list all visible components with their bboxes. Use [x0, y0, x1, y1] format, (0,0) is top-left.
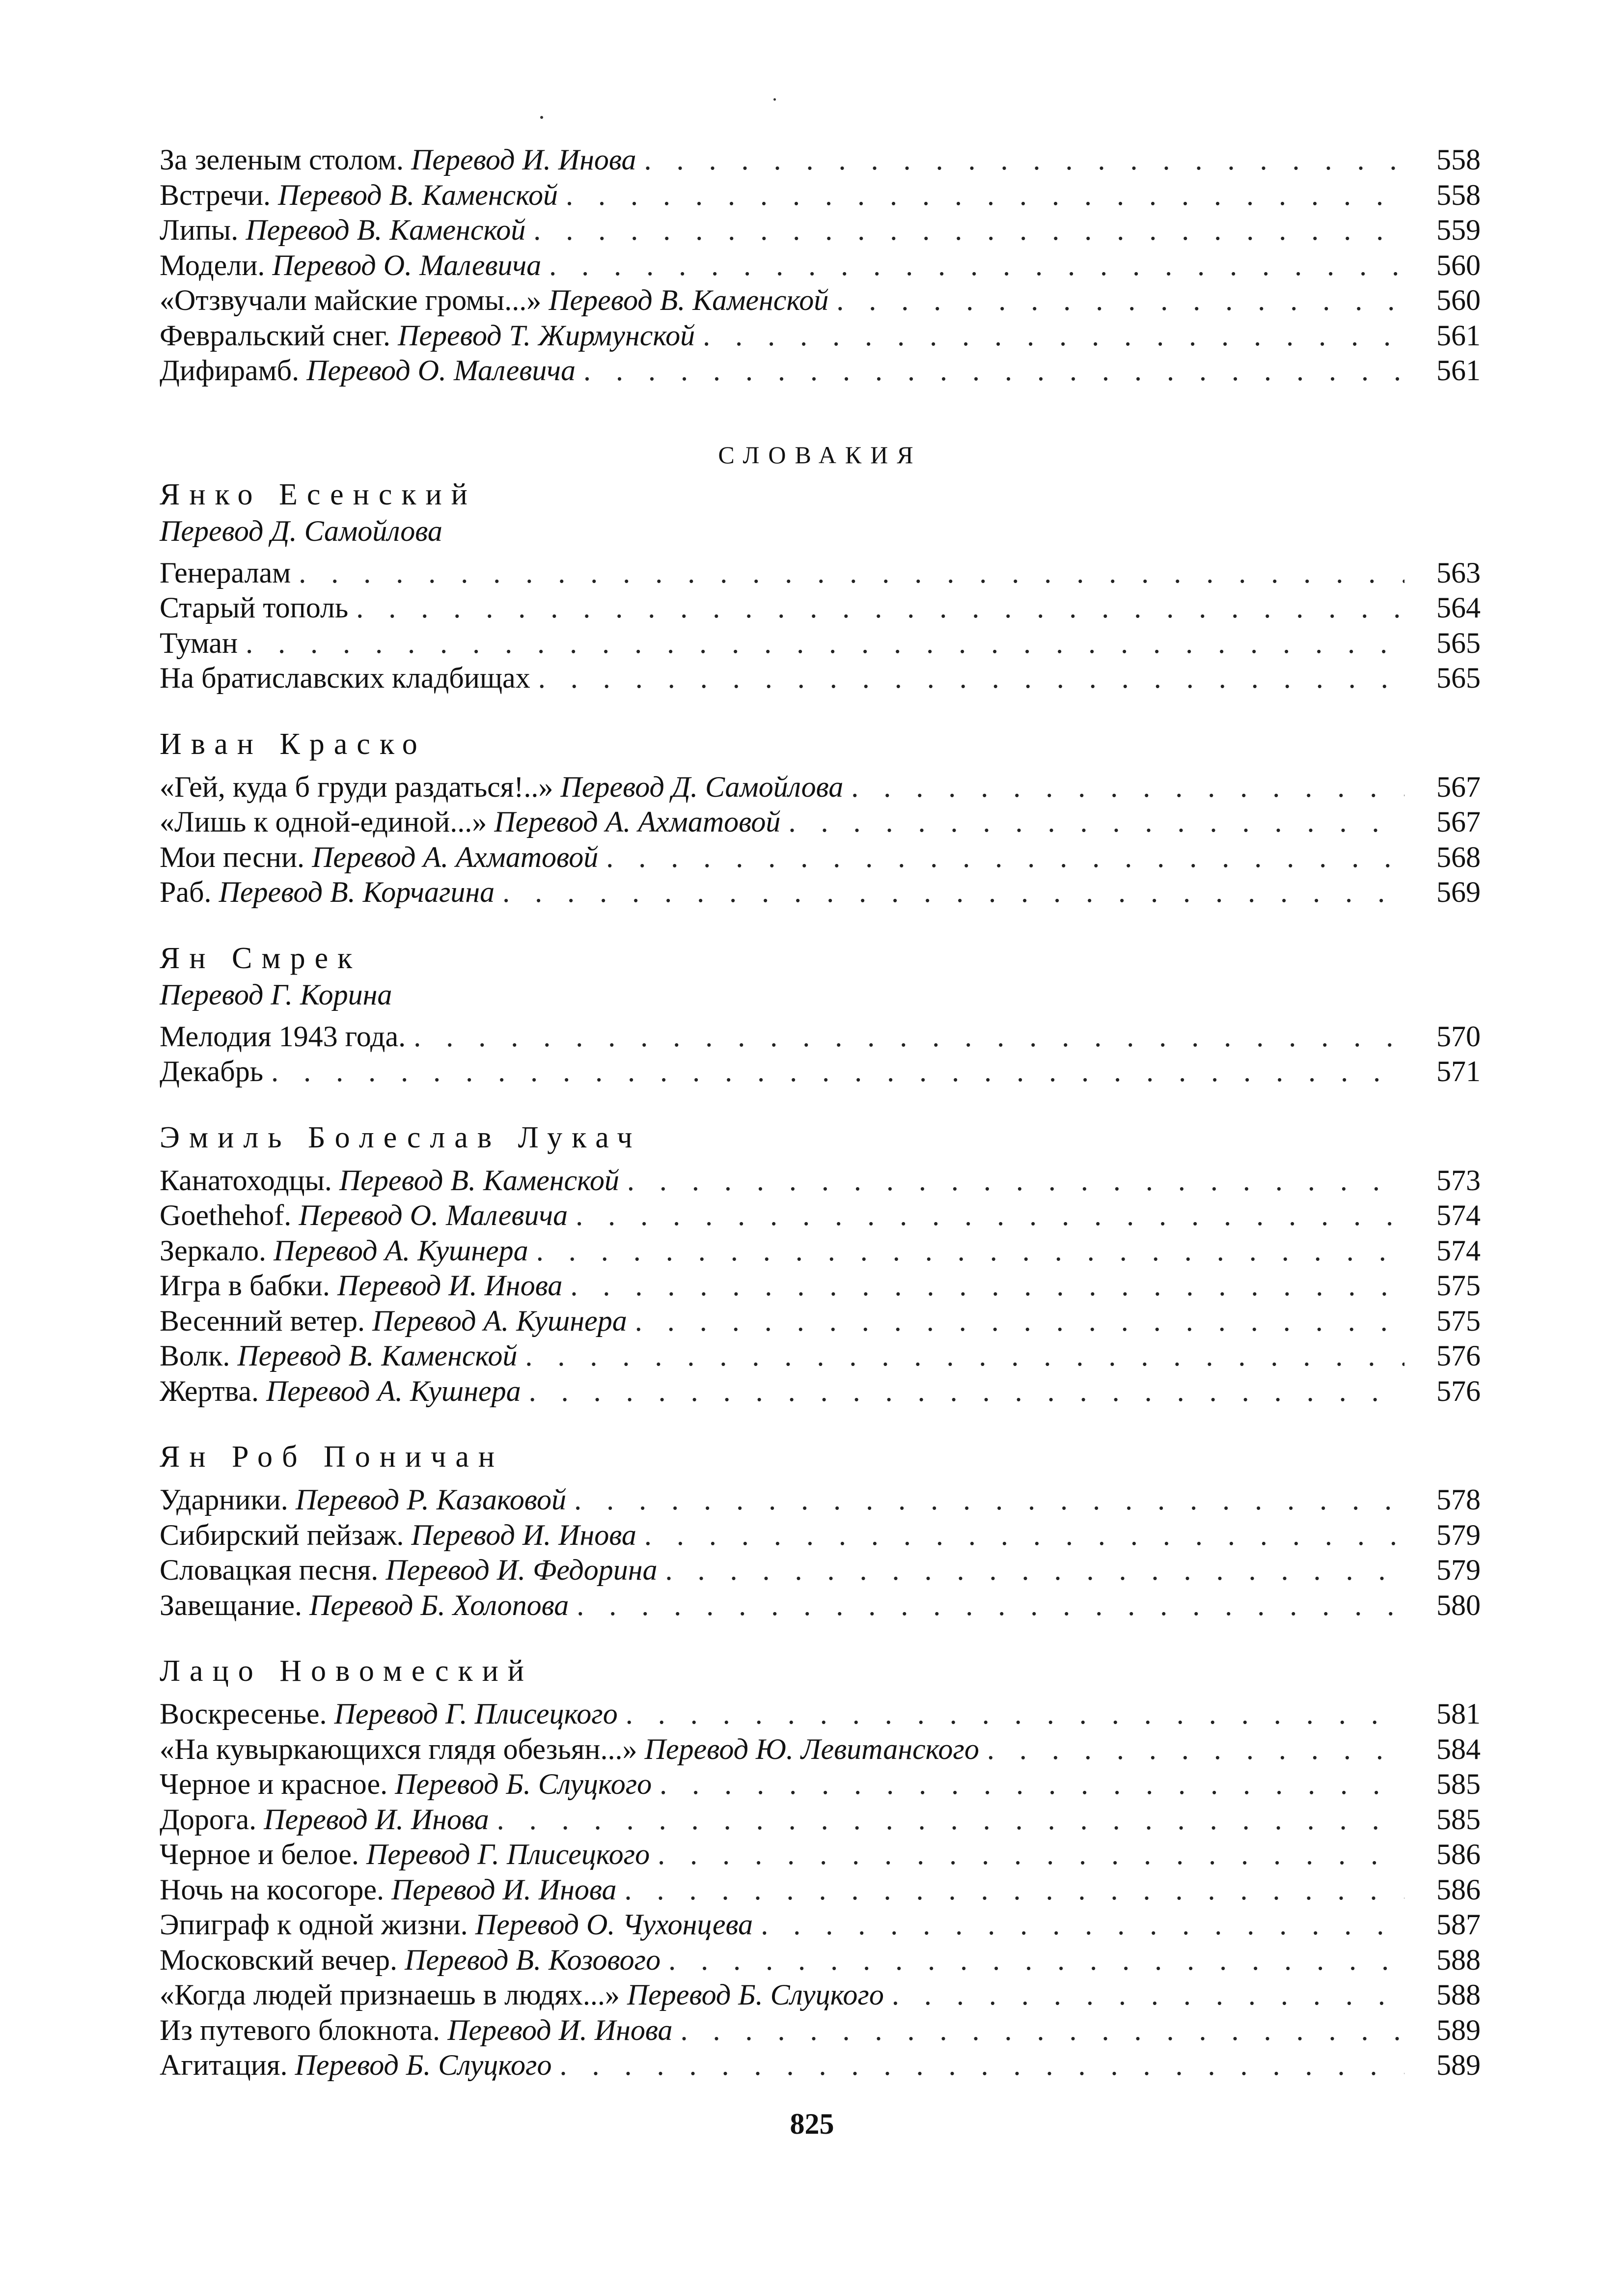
toc-entry — [160, 1907, 1481, 1943]
dot-leader — [979, 1732, 1404, 1767]
dot-leader — [238, 626, 1404, 661]
entry-translator: Перевод Ю. Левитанского — [644, 1732, 979, 1765]
author-name: Янко Есенский — [160, 477, 477, 511]
entry-page-number: 567 — [1436, 806, 1481, 838]
dot-leader — [617, 1872, 1405, 1908]
entry-title-line — [160, 1907, 753, 1943]
author-block — [160, 1438, 1481, 1623]
entry-title-line — [160, 1338, 517, 1374]
toc-intro-list — [160, 142, 1481, 389]
entry-translator: Перевод Т. Жирмунской — [398, 319, 695, 352]
entry-title-line — [160, 661, 530, 696]
entry-translator: Перевод А. Ахматовой — [312, 840, 599, 873]
author-block — [160, 940, 1481, 1089]
author-translator: Перевод Д. Самойлова — [160, 514, 442, 547]
dot-leader — [406, 1019, 1404, 1055]
toc-entry — [160, 1553, 1481, 1588]
dot-leader — [753, 1907, 1404, 1943]
entry-translator: Перевод О. Малевича — [272, 249, 542, 281]
dot-leader — [650, 1837, 1404, 1872]
dot-leader — [569, 1588, 1404, 1623]
dot-leader — [528, 1233, 1404, 1269]
entry-title: Goethehof. — [160, 1199, 292, 1231]
dot-leader — [562, 1268, 1404, 1304]
toc-entry — [160, 590, 1481, 626]
dot-leader — [619, 1163, 1404, 1199]
entry-title-line — [160, 590, 348, 626]
entry-title-line — [160, 805, 780, 840]
toc-page — [160, 142, 1481, 2083]
entry-translator: Перевод А. Ахматовой — [494, 806, 781, 838]
entry-page-number: 568 — [1436, 840, 1481, 873]
entry-title: Мелодия 1943 года. — [160, 1020, 406, 1053]
toc-entry — [160, 142, 1481, 178]
entry-page-number: 558 — [1436, 178, 1481, 211]
entry-title: Агитация. — [160, 2049, 288, 2081]
entry-page-number: 564 — [1436, 591, 1481, 624]
dot-leader — [661, 1943, 1404, 1978]
toc-entry — [160, 1482, 1481, 1518]
entry-page-number: 567 — [1436, 770, 1481, 803]
entry-title-line — [160, 556, 291, 591]
entry-page-number: 570 — [1436, 1020, 1481, 1053]
entry-title-line — [160, 353, 576, 389]
entry-page-number: 560 — [1436, 249, 1481, 281]
entry-title: «На кувыркающихся глядя обезьян...» — [160, 1732, 637, 1765]
author-block — [160, 476, 1481, 696]
entry-title: Из путевого блокнота. — [160, 2013, 440, 2046]
entry-page-number: 580 — [1436, 1589, 1481, 1621]
entry-translator: Перевод Г. Плисецкого — [334, 1698, 618, 1730]
entry-title-line — [160, 1837, 650, 1872]
entry-title: Встречи. — [160, 178, 271, 211]
toc-entry — [160, 626, 1481, 661]
toc-entry — [160, 1163, 1481, 1199]
dot-leader — [598, 840, 1404, 875]
dot-leader — [291, 556, 1404, 591]
dot-leader — [558, 178, 1404, 213]
entry-translator: Перевод В. Козового — [404, 1943, 661, 1976]
entry-title: Канатоходцы. — [160, 1164, 332, 1197]
entry-title-line — [160, 283, 828, 318]
author-name: Иван Краско — [160, 727, 427, 761]
entry-title-line — [160, 1767, 652, 1802]
entry-title-line — [160, 213, 525, 248]
entry-title: Дифирамб. — [160, 354, 300, 387]
entry-title: Эпиграф к одной жизни. — [160, 1908, 468, 1941]
entry-title-line — [160, 178, 558, 213]
entry-title-line — [160, 1732, 979, 1767]
entry-translator: Перевод О. Малевича — [306, 354, 576, 387]
entry-title: Весенний ветер. — [160, 1304, 365, 1337]
section-title: СЛОВАКИЯ — [718, 441, 922, 469]
entry-title-line — [160, 1978, 884, 2013]
entry-page-number: 581 — [1436, 1698, 1481, 1730]
entry-title-line — [160, 770, 843, 805]
entry-page-number: 569 — [1436, 876, 1481, 908]
entry-page-number: 576 — [1436, 1339, 1481, 1372]
entry-title: Мои песни. — [160, 840, 305, 873]
toc-entry — [160, 1943, 1481, 1978]
dot-leader — [636, 1518, 1404, 1553]
entry-title: За зеленым столом. — [160, 143, 404, 176]
entry-translator: Перевод Р. Казаковой — [295, 1483, 567, 1516]
entry-title-line — [160, 1872, 617, 1908]
entry-title-line — [160, 1374, 521, 1409]
dot-leader — [884, 1978, 1404, 2013]
entry-translator: Перевод Б. Холопова — [309, 1589, 569, 1621]
dot-leader — [673, 2013, 1404, 2048]
toc-entry — [160, 840, 1481, 875]
toc-entry — [160, 1872, 1481, 1908]
toc-entry — [160, 1374, 1481, 1409]
entry-title-line — [160, 248, 541, 283]
entry-title-line — [160, 626, 238, 661]
entry-title-line — [160, 142, 636, 178]
entry-title: «Гей, куда б груди раздаться!..» — [160, 770, 553, 803]
entry-title: Московский вечер. — [160, 1943, 397, 1976]
toc-entry — [160, 770, 1481, 805]
entry-title-line — [160, 1518, 636, 1553]
toc-entry — [160, 1198, 1481, 1233]
dot-leader — [618, 1697, 1404, 1732]
entry-page-number: 559 — [1436, 214, 1481, 246]
dot-leader — [551, 2048, 1404, 2083]
toc-entry — [160, 875, 1481, 910]
dot-leader — [489, 1802, 1404, 1838]
author-name: Эмиль Болеслав Лукач — [160, 1120, 642, 1154]
entry-title-line — [160, 1198, 568, 1233]
entry-title: Зеркало. — [160, 1234, 267, 1267]
author-block — [160, 725, 1481, 910]
entry-translator: Перевод В. Каменской — [237, 1339, 518, 1372]
entry-page-number: 558 — [1436, 143, 1481, 176]
entry-title-line — [160, 1019, 406, 1055]
entry-page-number: 585 — [1436, 1803, 1481, 1836]
entry-title-line — [160, 1233, 528, 1269]
toc-entry — [160, 213, 1481, 248]
entry-title: Словацкая песня. — [160, 1554, 379, 1586]
toc-entry — [160, 1304, 1481, 1339]
entry-title-line — [160, 1054, 263, 1089]
toc-entry — [160, 1588, 1481, 1623]
entry-title-line — [160, 1802, 489, 1838]
entry-title: Воскресенье. — [160, 1698, 327, 1730]
dot-leader — [627, 1304, 1404, 1339]
entry-page-number: 565 — [1436, 662, 1481, 694]
entry-translator: Перевод В. Корчагина — [219, 876, 495, 908]
dot-leader — [541, 248, 1404, 283]
dot-leader — [530, 661, 1404, 696]
entry-page-number: 579 — [1436, 1518, 1481, 1551]
entry-translator: Перевод И. Федорина — [385, 1554, 658, 1586]
entry-title: Туман — [160, 626, 238, 659]
dot-leader — [263, 1054, 1404, 1089]
toc-authors-list — [160, 476, 1481, 2083]
toc-entry — [160, 1802, 1481, 1838]
toc-entry — [160, 178, 1481, 213]
entry-translator: Перевод И. Инова — [337, 1269, 563, 1302]
entry-translator: Перевод И. Инова — [411, 143, 636, 176]
entry-page-number: 575 — [1436, 1304, 1481, 1337]
dot-leader — [517, 1338, 1404, 1374]
entry-translator: Перевод В. Каменской — [339, 1164, 619, 1197]
entry-page-number: 584 — [1436, 1732, 1481, 1765]
entry-page-number: 563 — [1436, 556, 1481, 589]
entry-title: Сибирский пейзаж. — [160, 1518, 404, 1551]
entry-page-number: 561 — [1436, 354, 1481, 387]
entry-translator: Перевод И. Инова — [264, 1803, 489, 1836]
dot-leader — [348, 590, 1404, 626]
entry-translator: Перевод В. Каменской — [549, 284, 829, 316]
entry-title: Раб. — [160, 876, 212, 908]
entry-page-number: 588 — [1436, 1979, 1481, 2011]
entry-page-number: 576 — [1436, 1374, 1481, 1407]
scan-speck — [773, 98, 776, 101]
toc-entry — [160, 1732, 1481, 1767]
entry-page-number: 587 — [1436, 1908, 1481, 1941]
entry-translator: Перевод Б. Слуцкого — [295, 2049, 552, 2081]
entry-page-number: 586 — [1436, 1873, 1481, 1906]
entry-translator: Перевод А. Кушнера — [266, 1374, 521, 1407]
entry-page-number: 571 — [1436, 1055, 1481, 1087]
entry-page-number: 574 — [1436, 1199, 1481, 1231]
toc-entry — [160, 2013, 1481, 2048]
entry-title-line — [160, 1588, 569, 1623]
toc-entry — [160, 1518, 1481, 1553]
entry-title-line — [160, 318, 695, 354]
entry-title: Модели. — [160, 249, 265, 281]
entry-title-line — [160, 1553, 658, 1588]
toc-entry — [160, 1338, 1481, 1374]
dot-leader — [525, 213, 1404, 248]
entry-translator: Перевод В. Каменской — [246, 214, 526, 246]
entry-title: Ударники. — [160, 1483, 288, 1516]
entry-page-number: 573 — [1436, 1164, 1481, 1197]
entry-title: Липы. — [160, 214, 239, 246]
page-number: 825 — [790, 2108, 834, 2140]
entry-title: Генералам — [160, 556, 291, 589]
entry-title-line — [160, 2048, 551, 2083]
entry-page-number: 585 — [1436, 1768, 1481, 1800]
entry-title-line — [160, 875, 495, 910]
entry-title: Волк. — [160, 1339, 230, 1372]
entry-translator: Перевод Г. Плисецкого — [366, 1838, 650, 1870]
entry-title-line — [160, 1697, 618, 1732]
entry-title: Дорога. — [160, 1803, 257, 1836]
author-name: Ян Смрек — [160, 941, 362, 975]
entry-page-number: 560 — [1436, 284, 1481, 316]
entry-page-number: 588 — [1436, 1943, 1481, 1976]
dot-leader — [636, 142, 1405, 178]
toc-entry — [160, 1697, 1481, 1732]
toc-entry — [160, 1054, 1481, 1089]
toc-entry — [160, 1019, 1481, 1055]
author-translator: Перевод Г. Корина — [160, 978, 392, 1011]
entry-title-line — [160, 1943, 661, 1978]
scan-speck — [540, 116, 543, 119]
dot-leader — [568, 1198, 1404, 1233]
entry-page-number: 578 — [1436, 1483, 1481, 1516]
entry-page-number: 565 — [1436, 626, 1481, 659]
entry-title: «Лишь к одной-единой...» — [160, 806, 487, 838]
entry-translator: Перевод В. Каменской — [278, 178, 558, 211]
entry-title: «Отзвучали майские громы...» — [160, 284, 542, 316]
entry-translator: Перевод А. Кушнера — [274, 1234, 528, 1267]
entry-page-number: 561 — [1436, 319, 1481, 352]
dot-leader — [566, 1482, 1404, 1518]
toc-entry — [160, 318, 1481, 354]
toc-entry — [160, 1978, 1481, 2013]
toc-entry — [160, 1268, 1481, 1304]
entry-page-number: 579 — [1436, 1554, 1481, 1586]
toc-entry — [160, 353, 1481, 389]
entry-translator: Перевод Д. Самойлова — [560, 770, 844, 803]
author-name: Лацо Новомеский — [160, 1654, 533, 1688]
entry-translator: Перевод О. Чухонцева — [475, 1908, 753, 1941]
toc-entry — [160, 661, 1481, 696]
entry-title-line — [160, 1163, 619, 1199]
entry-title: Ночь на косогоре. — [160, 1873, 385, 1906]
entry-title: Черное и красное. — [160, 1768, 388, 1800]
entry-title: Декабрь — [160, 1055, 264, 1087]
dot-leader — [843, 770, 1404, 805]
entry-title-line — [160, 840, 598, 875]
entry-title: «Когда людей признаешь в людях...» — [160, 1979, 620, 2011]
toc-entry — [160, 2048, 1481, 2083]
entry-page-number: 586 — [1436, 1838, 1481, 1870]
entry-translator: Перевод А. Кушнера — [372, 1304, 627, 1337]
entry-page-number: 589 — [1436, 2013, 1481, 2046]
entry-title-line — [160, 2013, 673, 2048]
entry-title: Завещание. — [160, 1589, 302, 1621]
entry-title: Черное и белое. — [160, 1838, 359, 1870]
entry-title: На братиславских кладбищах — [160, 662, 530, 694]
toc-entry — [160, 248, 1481, 283]
entry-page-number: 574 — [1436, 1234, 1481, 1267]
entry-title: Старый тополь — [160, 591, 349, 624]
dot-leader — [495, 875, 1404, 910]
author-block — [160, 1652, 1481, 2083]
entry-title: Февральский снег. — [160, 319, 391, 352]
toc-entry — [160, 1837, 1481, 1872]
entry-translator: Перевод И. Инова — [411, 1518, 636, 1551]
entry-title: Жертва. — [160, 1374, 259, 1407]
entry-title: Игра в бабки. — [160, 1269, 330, 1302]
entry-translator: Перевод Б. Слуцкого — [627, 1979, 884, 2011]
entry-translator: Перевод Б. Слуцкого — [395, 1768, 652, 1800]
toc-entry — [160, 805, 1481, 840]
dot-leader — [521, 1374, 1404, 1409]
entry-page-number: 589 — [1436, 2049, 1481, 2081]
entry-translator: Перевод И. Инова — [391, 1873, 617, 1906]
dot-leader — [828, 283, 1404, 318]
entry-translator: Перевод И. Инова — [447, 2013, 673, 2046]
toc-entry — [160, 283, 1481, 318]
dot-leader — [652, 1767, 1404, 1802]
entry-title-line — [160, 1482, 566, 1518]
author-block — [160, 1119, 1481, 1409]
dot-leader — [576, 353, 1404, 389]
toc-entry — [160, 1767, 1481, 1802]
author-name: Ян Роб Поничан — [160, 1440, 504, 1474]
toc-entry — [160, 1233, 1481, 1269]
dot-leader — [695, 318, 1404, 354]
toc-entry — [160, 556, 1481, 591]
dot-leader — [658, 1553, 1404, 1588]
entry-page-number: 575 — [1436, 1269, 1481, 1302]
entry-title-line — [160, 1304, 627, 1339]
dot-leader — [780, 805, 1404, 840]
entry-title-line — [160, 1268, 562, 1304]
entry-translator: Перевод О. Малевича — [299, 1199, 568, 1231]
